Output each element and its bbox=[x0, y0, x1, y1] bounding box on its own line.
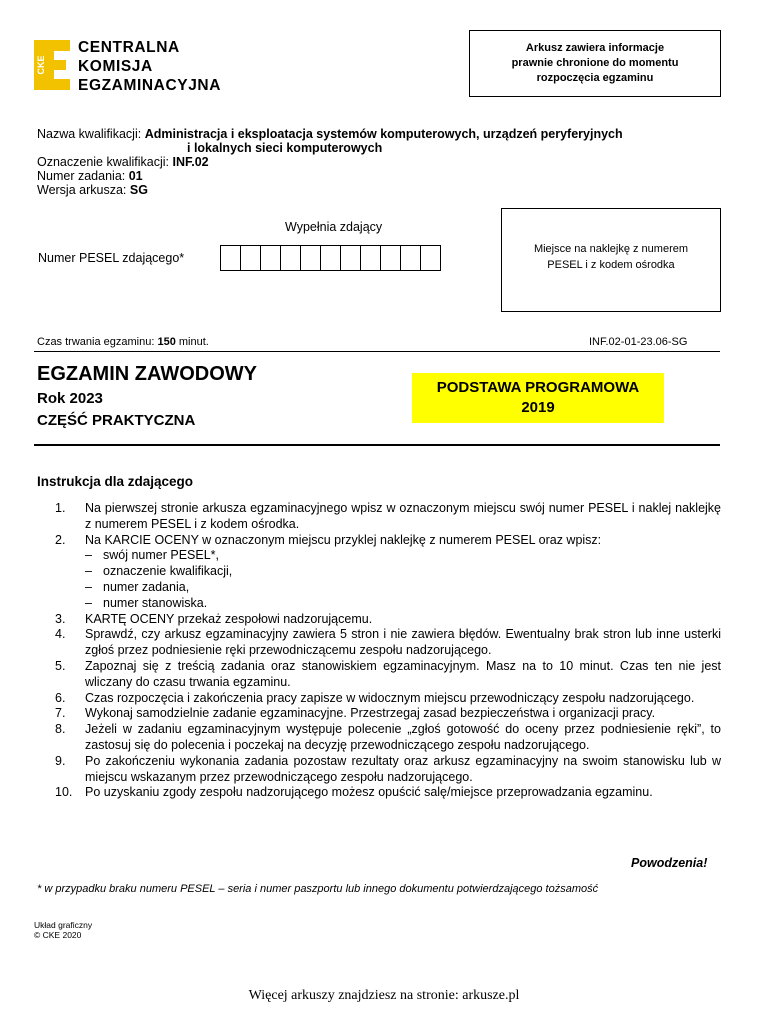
instructions-list bbox=[37, 501, 721, 801]
instruction-subitem bbox=[85, 596, 721, 612]
instruction-body: Jeżeli w zadaniu egzaminacyjnym występuje polecenie „zgłoś gotowość do oceny przez podniesienie ręki”, to zastosuj się do polecenia i poczekaj na decyzję przewodniczącego zespołu nadzorującego. bbox=[85, 722, 721, 752]
pesel-digit-box[interactable] bbox=[240, 245, 261, 271]
protected-info-notice bbox=[469, 30, 721, 97]
subitem-text: numer zadania, bbox=[103, 579, 190, 594]
task-number bbox=[37, 169, 143, 183]
cke-logo-icon bbox=[34, 40, 70, 90]
instruction-item bbox=[37, 691, 721, 707]
instruction-item bbox=[37, 754, 721, 786]
sticker-line: Miejsce na naklejkę z numerem bbox=[533, 243, 689, 255]
sheet-version bbox=[37, 183, 148, 197]
exam-part: CZĘŚĆ PRAKTYCZNA bbox=[37, 412, 196, 429]
filled-by-candidate-label: Wypełnia zdający bbox=[285, 220, 383, 234]
good-luck: Powodzenia! bbox=[631, 856, 708, 870]
subitem-text: numer stanowiska. bbox=[103, 595, 208, 610]
pesel-digit-box[interactable] bbox=[340, 245, 361, 271]
instruction-text bbox=[85, 691, 721, 707]
pesel-digit-box[interactable] bbox=[300, 245, 321, 271]
subitem-text: oznaczenie kwalifikacji, bbox=[103, 564, 233, 579]
dash-bullet: – bbox=[85, 579, 92, 594]
dash-bullet: – bbox=[85, 548, 92, 563]
logo-line: KOMISJA bbox=[78, 58, 153, 75]
instruction-item bbox=[37, 722, 721, 754]
instruction-number: 7. bbox=[55, 706, 66, 721]
instruction-item bbox=[37, 785, 721, 801]
instruction-number: 5. bbox=[55, 658, 66, 673]
notice-line: prawnie chronione do momentu bbox=[511, 57, 679, 69]
qualification-name-value: Administracja i eksploatacja systemów komputerowych, urządzeń peryferyjnych bbox=[144, 127, 623, 141]
notice-line: rozpoczęcia egzaminu bbox=[536, 72, 654, 84]
instruction-item bbox=[37, 501, 721, 533]
instruction-body: Na pierwszej stronie arkusza egzaminacyjnego wpisz w oznaczonym miejscu swój numer PESEL i naklej naklejkę z numerem PESEL i z kodem ośrodka. bbox=[85, 501, 721, 531]
instructions-title: Instrukcja dla zdającego bbox=[37, 474, 194, 489]
duration-label: Czas trwania egzaminu: bbox=[37, 336, 155, 348]
instruction-number: 10. bbox=[55, 785, 73, 800]
instruction-text bbox=[85, 627, 721, 659]
exam-year: Rok 2023 bbox=[37, 390, 103, 407]
pesel-digit-box[interactable] bbox=[320, 245, 341, 271]
duration-value: 150 bbox=[157, 336, 176, 348]
subitem-text: swój numer PESEL*, bbox=[103, 548, 220, 563]
instruction-item bbox=[37, 533, 721, 612]
instruction-body: Po zakończeniu wykonania zadania pozostaw rezultaty oraz arkusz egzaminacyjny na swoim stanowisku lub w miejscu wskazanym przez przewodniczącego zespołu nadzorującego. bbox=[85, 753, 721, 784]
qualification-code-value: INF.02 bbox=[172, 155, 209, 169]
instruction-number: 3. bbox=[55, 611, 66, 626]
qualification-name bbox=[37, 127, 623, 141]
sheet-code: INF.02-01-23.06-SG bbox=[589, 336, 688, 348]
exam-duration bbox=[37, 336, 209, 348]
instruction-number: 9. bbox=[55, 753, 66, 768]
logo-initials: CKE bbox=[36, 55, 46, 75]
sticker-placeholder bbox=[501, 208, 721, 312]
instruction-body: KARTĘ OCENY przekaż zespołowi nadzorującemu. bbox=[85, 611, 373, 626]
pesel-digit-box[interactable] bbox=[380, 245, 401, 271]
instruction-body: Po uzyskaniu zgody zespołu nadzorującego możesz opuścić salę/miejsce przeprowadzania egzaminu. bbox=[85, 785, 653, 800]
more-sheets-link[interactable]: Więcej arkuszy znajdziesz na stronie: arkusze.pl bbox=[248, 988, 520, 1003]
sheet-version-value: SG bbox=[129, 183, 148, 197]
instruction-number: 4. bbox=[55, 627, 66, 642]
instruction-subitem bbox=[85, 548, 721, 564]
sticker-line: PESEL i z kodem ośrodka bbox=[547, 259, 675, 271]
layout-credit-line: © CKE 2020 bbox=[34, 930, 82, 940]
pesel-digit-box[interactable] bbox=[400, 245, 421, 271]
sheet-version-label: Wersja arkusza: bbox=[37, 183, 127, 197]
instruction-text bbox=[85, 722, 721, 754]
pesel-digit-box[interactable] bbox=[420, 245, 441, 271]
divider-thick bbox=[34, 444, 720, 446]
qualification-code bbox=[37, 155, 209, 169]
qualification-name-label: Nazwa kwalifikacji: bbox=[37, 127, 142, 141]
instruction-body: Na KARCIE OCENY w oznaczonym miejscu przyklej naklejkę z numerem PESEL oraz wpisz: bbox=[85, 532, 602, 547]
dash-bullet: – bbox=[85, 564, 92, 579]
instruction-body: Zapoznaj się z treścią zadania oraz stanowiskiem egzaminacyjnym. Masz na to 10 minut. Czas ten nie jest wliczany do czasu trwania egzaminu. bbox=[85, 658, 721, 689]
logo-line: CENTRALNA bbox=[78, 39, 180, 56]
instruction-number: 1. bbox=[55, 501, 66, 515]
qualification-name-continued bbox=[187, 141, 382, 155]
instruction-text bbox=[85, 706, 721, 722]
curriculum-label: PODSTAWA PROGRAMOWA bbox=[436, 379, 640, 396]
instruction-text bbox=[85, 659, 721, 691]
instruction-number: 2. bbox=[55, 532, 66, 547]
pesel-digit-box[interactable] bbox=[260, 245, 281, 271]
instruction-number: 8. bbox=[55, 722, 66, 737]
task-number-label: Numer zadania: bbox=[37, 169, 126, 183]
curriculum-badge bbox=[412, 373, 664, 423]
divider bbox=[34, 351, 720, 352]
instruction-subitem bbox=[85, 580, 721, 596]
instruction-item bbox=[37, 659, 721, 691]
pesel-digit-box[interactable] bbox=[280, 245, 301, 271]
instruction-subitem bbox=[85, 564, 721, 580]
qualification-name-value-2: i lokalnych sieci komputerowych bbox=[187, 141, 383, 155]
layout-credit bbox=[34, 920, 92, 940]
instruction-text bbox=[85, 533, 721, 612]
notice-line: Arkusz zawiera informacje bbox=[525, 42, 665, 54]
instruction-text bbox=[85, 501, 721, 533]
instruction-item bbox=[37, 627, 721, 659]
instruction-body: Czas rozpoczęcia i zakończenia pracy zapisze w widocznym miejscu przewodniczący zespołu nadzorującego. bbox=[85, 690, 695, 705]
layout-credit-line: Układ graficzny bbox=[34, 920, 93, 930]
pesel-footnote: * w przypadku braku numeru PESEL – seria i numer paszportu lub innego dokumentu potwierdzającego tożsamość bbox=[37, 883, 599, 895]
pesel-digit-box[interactable] bbox=[220, 245, 241, 271]
qualification-code-label: Oznaczenie kwalifikacji: bbox=[37, 155, 169, 169]
logo-wordmark bbox=[78, 38, 221, 95]
instruction-item bbox=[37, 612, 721, 628]
instruction-text bbox=[85, 785, 721, 801]
instruction-body: Wykonaj samodzielnie zadanie egzaminacyjne. Przestrzegaj zasad bezpieczeństwa i organizacji pracy. bbox=[85, 706, 656, 721]
instruction-number: 6. bbox=[55, 690, 66, 705]
dash-bullet: – bbox=[85, 595, 92, 610]
pesel-label: Numer PESEL zdającego* bbox=[38, 251, 185, 265]
logo-line: EGZAMINACYJNA bbox=[78, 77, 222, 94]
instruction-text bbox=[85, 754, 721, 786]
pesel-digit-box[interactable] bbox=[360, 245, 381, 271]
task-number-value: 01 bbox=[128, 169, 143, 183]
instruction-body: Sprawdź, czy arkusz egzaminacyjny zawiera 5 stron i nie zawiera błędów. Ewentualny brak stron lub inne usterki zgłoś przez podniesienie ręki przewodniczącemu zespołu nadzorującego. bbox=[85, 627, 721, 658]
pesel-input-grid[interactable] bbox=[220, 245, 441, 271]
instruction-item bbox=[37, 706, 721, 722]
duration-unit: minut. bbox=[178, 336, 209, 348]
curriculum-year: 2019 bbox=[521, 399, 555, 416]
instruction-text bbox=[85, 612, 721, 628]
exam-title: EGZAMIN ZAWODOWY bbox=[37, 363, 257, 385]
